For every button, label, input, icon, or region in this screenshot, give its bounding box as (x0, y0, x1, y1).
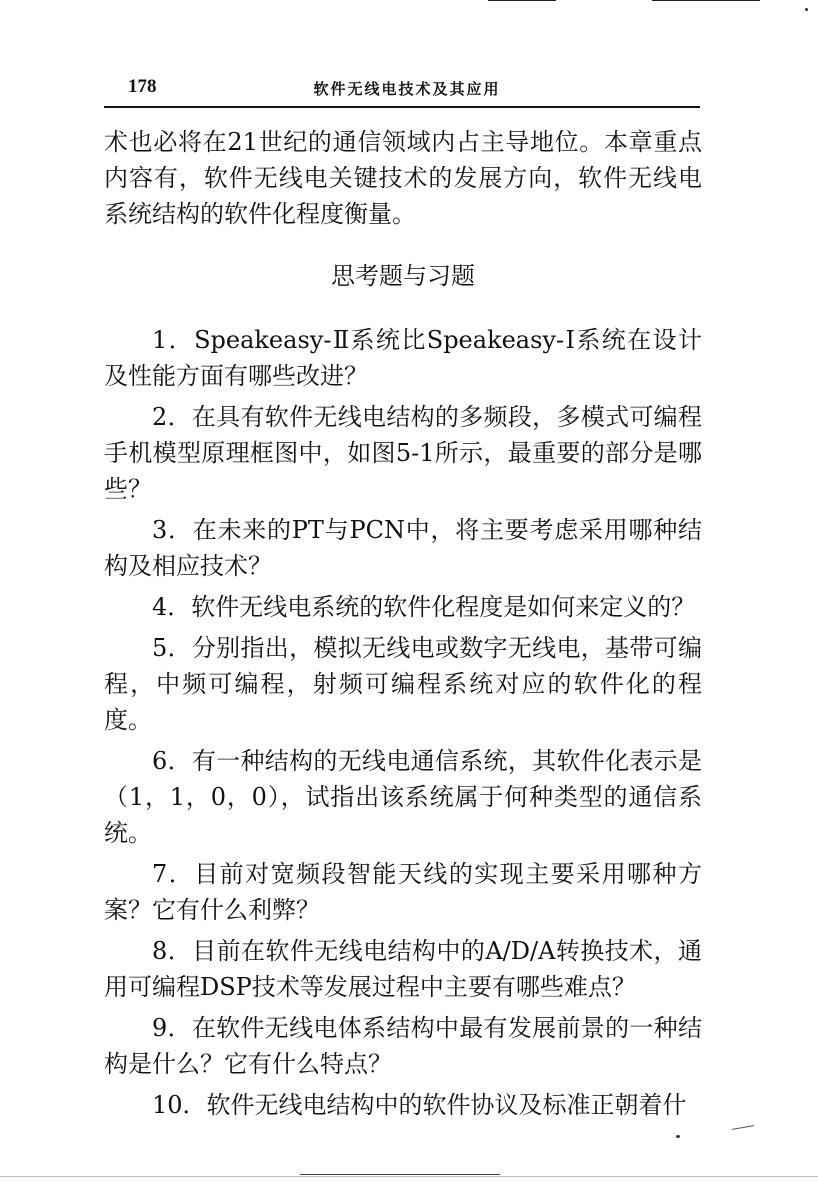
page-header (104, 74, 700, 108)
running-title: 软件无线电技术及其应用 (313, 80, 501, 98)
question-list (104, 322, 702, 1123)
page-body (104, 124, 702, 1128)
question-item: 1．Speakeasy-Ⅱ系统比Speakeasy-Ⅰ系统在设计及性能方面有哪些改进？ (104, 326, 702, 390)
scan-artifact-line (300, 1174, 500, 1175)
question-item: 3．在未来的PT与PCN中，将主要考虑采用哪种结构及相应技术？ (104, 516, 702, 580)
question-item: 6．有一种结构的无线电通信系统，其软件化表示是（1，1，0，0），试指出该系统属于何种类型的通信系统。 (104, 747, 702, 847)
scan-artifact-line (488, 0, 556, 1)
question-item: 9．在软件无线电体系结构中最有发展前景的一种结构是什么？它有什么特点？ (104, 1014, 702, 1078)
scan-artifact-line (652, 0, 760, 1)
scan-artifact-line (0, 1176, 818, 1177)
scan-artifact-dot (805, 8, 808, 11)
question-item: 2．在具有软件无线电结构的多频段，多模式可编程手机模型原理框图中，如图5-1所示，最重要的部分是哪些？ (104, 403, 702, 503)
section-heading: 思考题与习题 (331, 262, 475, 290)
scan-artifact-line (732, 1125, 754, 1130)
question-item: 5．分别指出，模拟无线电或数字无线电，基带可编程，中频可编程，射频可编程系统对应的软件化的程度。 (104, 634, 702, 734)
question-item: 8．目前在软件无线电结构中的A/D/A转换技术，通用可编程DSP技术等发展过程中主要有哪些难点？ (104, 937, 702, 1001)
question-item: 4．软件无线电系统的软件化程度是如何来定义的？ (152, 593, 696, 621)
scan-artifact-dot (676, 1135, 680, 1138)
question-item: 10．软件无线电结构中的软件协议及标准正朝着什 (152, 1091, 687, 1119)
question-item: 7．目前对宽频段智能天线的实现主要采用哪种方案？它有什么利弊？ (104, 860, 702, 924)
intro-paragraph: 术也必将在21世纪的通信领域内占主导地位。本章重点内容有，软件无线电关键技术的发展方向，软件无线电系统结构的软件化程度衡量。 (104, 128, 702, 228)
page-number: 178 (128, 76, 157, 97)
